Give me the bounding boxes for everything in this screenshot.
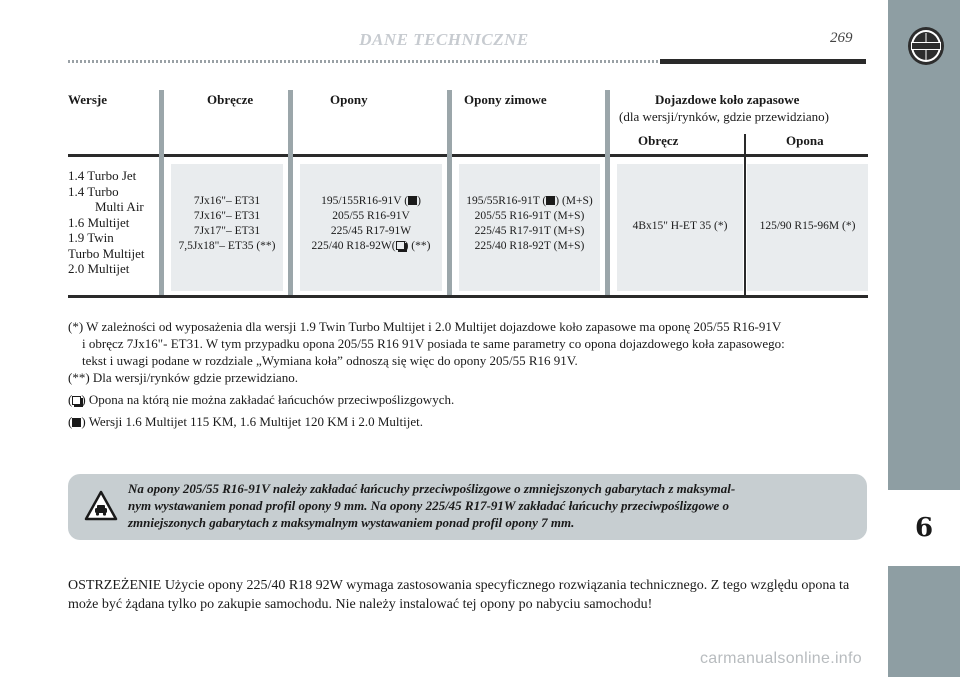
spare-tyre-value: 125/90 R15-96M (*) bbox=[759, 220, 856, 232]
rims-list bbox=[171, 194, 283, 254]
versions-cell bbox=[68, 168, 144, 277]
header-spare: Dojazdowe koło zapasowe bbox=[655, 92, 800, 107]
footnotes bbox=[68, 318, 868, 430]
chapter-sidebar bbox=[888, 0, 960, 677]
footnote: ( ) Wersji 1.6 Multijet 115 KM, 1.6 Multijet 120 KM i 2.0 Multijet. bbox=[68, 414, 423, 429]
version-item: 1.4 Turbo bbox=[68, 183, 119, 199]
footnote: tekst i uwagi podane w rozdziale „Wymiana koła” odnoszą się więc do opony 205/55 R16 91V. bbox=[82, 353, 578, 368]
table-bottom-rule bbox=[68, 295, 868, 298]
winter-tyre-item: 205/55 R16-91T (M+S) bbox=[474, 210, 585, 222]
table-header-rule bbox=[68, 154, 868, 157]
spare-divider bbox=[744, 134, 746, 297]
filled-square-icon bbox=[546, 196, 555, 205]
filled-square-icon bbox=[72, 418, 81, 427]
header-spare-note: (dla wersji/rynków, gdzie przewidziano) bbox=[619, 109, 829, 124]
winter-tyre-item: 225/45 R17-91T (M+S) bbox=[474, 225, 585, 237]
header-tyres: Opony bbox=[330, 92, 368, 107]
header-spare-rim: Obręcz bbox=[638, 133, 679, 148]
lancia-logo bbox=[907, 26, 945, 66]
version-item: 1.4 Turbo Jet bbox=[68, 168, 137, 183]
filled-square-icon bbox=[408, 196, 417, 205]
rim-item: 7Jx17"– ET31 bbox=[193, 225, 261, 237]
footnote: (**) Dla wersji/rynków gdzie przewidziano. bbox=[68, 370, 298, 385]
version-item: 2.0 Multijet bbox=[68, 261, 130, 276]
column-rule bbox=[447, 90, 452, 295]
header-winter-tyres: Opony zimowe bbox=[464, 92, 547, 107]
watermark: carmanualsonline.info bbox=[700, 650, 862, 667]
spare-rim-value: 4Bx15" H-ET 35 (*) bbox=[632, 220, 728, 232]
footnote: (*) W zależności od wyposażenia dla wersji 1.9 Twin Turbo Multijet i 2.0 Multijet dojazdowe koło zapasowe ma oponę 205/55 R16-91V bbox=[68, 319, 782, 334]
warning-text bbox=[128, 480, 850, 531]
chapter-tab bbox=[888, 490, 960, 566]
winter-tyre-item: 225/40 R18-92T (M+S) bbox=[474, 240, 585, 252]
rim-item: 7,5Jx18"– ET35 (**) bbox=[178, 240, 276, 252]
version-item: Turbo Multijet bbox=[68, 245, 145, 261]
warning-triangle-icon bbox=[84, 490, 118, 522]
tyre-item: 195/155R16-91V ( ) bbox=[321, 195, 421, 207]
warning-line: nym wystawaniem ponad profil opony 9 mm. Na opony 225/45 R17-91W zakładać łańcuchy przeciwpoślizgowe o bbox=[128, 498, 730, 513]
page-number: 269 bbox=[830, 30, 853, 46]
footnote: i obręcz 7Jx16"- ET31. W tym przypadku opona 205/55 R16 91V posiada te same parametry co opona dojazdowego koła zapasowego: bbox=[82, 336, 785, 351]
tyre-item: 225/40 R18-92W( ) (**) bbox=[311, 240, 431, 252]
tyre-item: 225/45 R17-91W bbox=[330, 225, 412, 237]
open-square-icon bbox=[396, 241, 405, 250]
version-item: 1.9 Twin bbox=[68, 230, 114, 245]
warning-line: zmniejszonych gabarytach z maksymalnym wystawaniem ponad profil opony 7 mm. bbox=[128, 515, 575, 530]
header-dotted-rule bbox=[68, 60, 668, 63]
column-rule bbox=[605, 90, 610, 295]
rim-item: 7Jx16"– ET31 bbox=[193, 210, 261, 222]
column-rule bbox=[159, 90, 164, 295]
version-item: Multi Air bbox=[95, 199, 144, 214]
winter-tyres-list bbox=[459, 194, 600, 254]
header-versions: Wersje bbox=[68, 92, 107, 107]
column-rule bbox=[288, 90, 293, 295]
footnote: ( ) Opona na którą nie można zakładać łańcuchów przeciwpoślizgowych. bbox=[68, 392, 455, 407]
header-spare-tyre: Opona bbox=[786, 133, 824, 148]
tyres-list bbox=[300, 194, 442, 254]
warning-box bbox=[68, 474, 867, 540]
caution-paragraph: OSTRZEŻENIE Użycie opony 225/40 R18 92W wymaga zastosowania specyficznego rozwiązania technicznego. Z tego względu opona ta może być żądana tylko po zakupie samochodu. Nie należy instalować tej opony po nabyciu samochodu! bbox=[68, 578, 850, 612]
winter-tyre-item: 195/55R16-91T ( ) (M+S) bbox=[466, 195, 593, 207]
chapter-number: 6 bbox=[914, 513, 934, 543]
rim-item: 7Jx16"– ET31 bbox=[193, 195, 261, 207]
version-item: 1.6 Multijet bbox=[68, 214, 130, 230]
open-square-icon bbox=[72, 396, 81, 405]
header-rule bbox=[660, 59, 866, 64]
tyre-item: 205/55 R16-91V bbox=[332, 210, 410, 222]
header-rims: Obręcze bbox=[207, 92, 254, 107]
warning-line: Na opony 205/55 R16-91V należy zakładać łańcuchy przeciwpoślizgowe o zmniejszonych gabarytach z maksymal- bbox=[128, 481, 736, 496]
page-title: DANE TECHNICZNE bbox=[359, 30, 529, 49]
